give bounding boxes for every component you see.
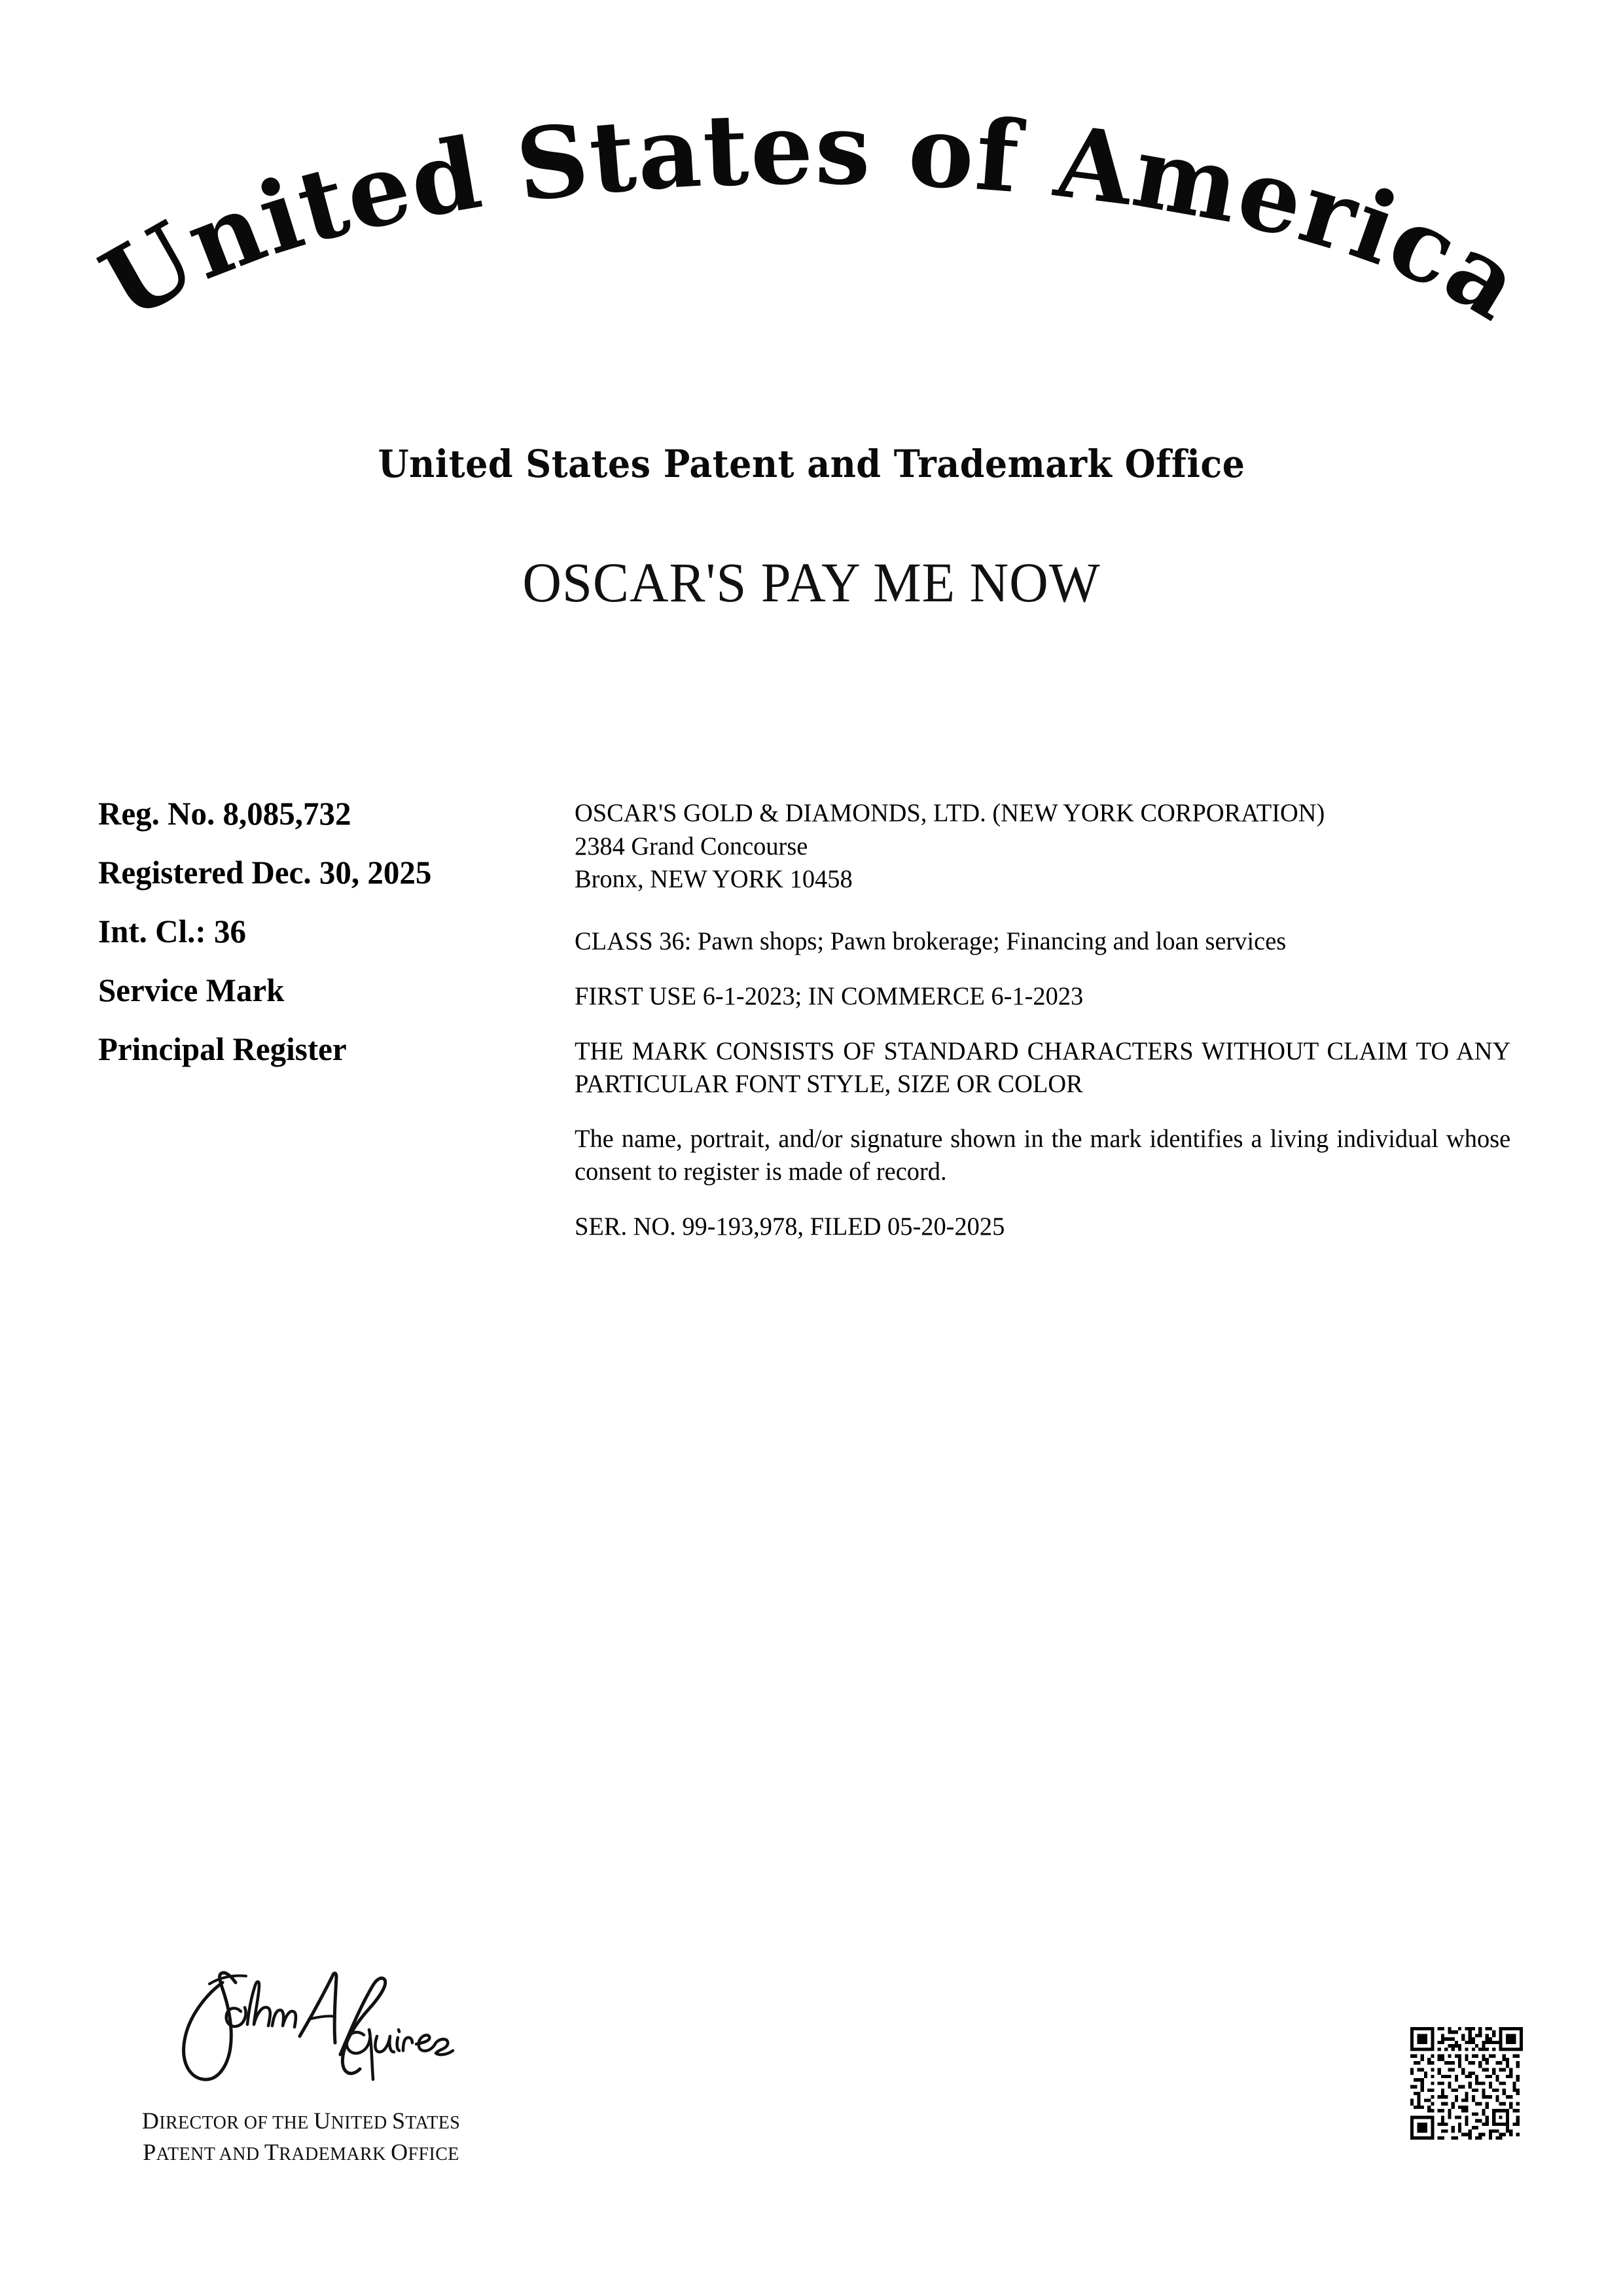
director-caption	[98, 2106, 504, 2168]
owner-city-state-zip: Bronx, NEW YORK 10458	[575, 865, 853, 894]
registration-details-column	[98, 797, 556, 1091]
office-subtitle: United States Patent and Trademark Office	[378, 442, 1245, 486]
director-caption-line-2: PATENT AND TRADEMARK OFFICE	[143, 2138, 459, 2165]
owner-block	[575, 797, 1510, 896]
mark-text: OSCAR'S PAY ME NOW	[522, 551, 1101, 614]
standard-characters-statement: THE MARK CONSISTS OF STANDARD CHARACTERS WITHOUT CLAIM TO ANY PARTICULAR FONT STYLE, SIZE OR COLOR	[575, 1036, 1511, 1098]
mark-display	[0, 550, 1623, 615]
registration-content-column	[575, 797, 1525, 1265]
owner-name: OSCAR'S GOLD & DIAMONDS, LTD. (NEW YORK CORPORATION)	[575, 799, 1325, 827]
masthead	[0, 91, 1623, 486]
arch-title-text: United States of America	[83, 91, 1542, 344]
owner-street: 2384 Grand Concourse	[575, 832, 808, 860]
qr-code-svg	[1410, 2027, 1523, 2140]
director-caption-line-1: DIRECTOR OF THE UNITED STATES	[141, 2108, 461, 2134]
qr-code-icon	[1410, 2027, 1523, 2140]
registration-date: Registered Dec. 30, 2025	[98, 854, 432, 891]
living-individual-statement: The name, portrait, and/or signature shown in the mark identifies a living individual whose consent to register is made of record.	[575, 1124, 1511, 1186]
mark-type: Service Mark	[98, 972, 285, 1008]
serial-number-filed: SER. NO. 99-193,978, FILED 05-20-2025	[575, 1212, 1005, 1241]
international-class: Int. Cl.: 36	[98, 913, 246, 949]
registration-number: Reg. No. 8,085,732	[98, 795, 351, 832]
director-signature-icon	[144, 1956, 458, 2107]
first-use-dates: FIRST USE 6-1-2023; IN COMMERCE 6-1-2023	[575, 981, 1084, 1010]
arched-country-title	[65, 91, 1558, 366]
goods-and-services: CLASS 36: Pawn shops; Pawn brokerage; Financing and loan services	[575, 927, 1287, 956]
register-type: Principal Register	[98, 1031, 347, 1067]
director-signature-block	[98, 1956, 504, 2168]
